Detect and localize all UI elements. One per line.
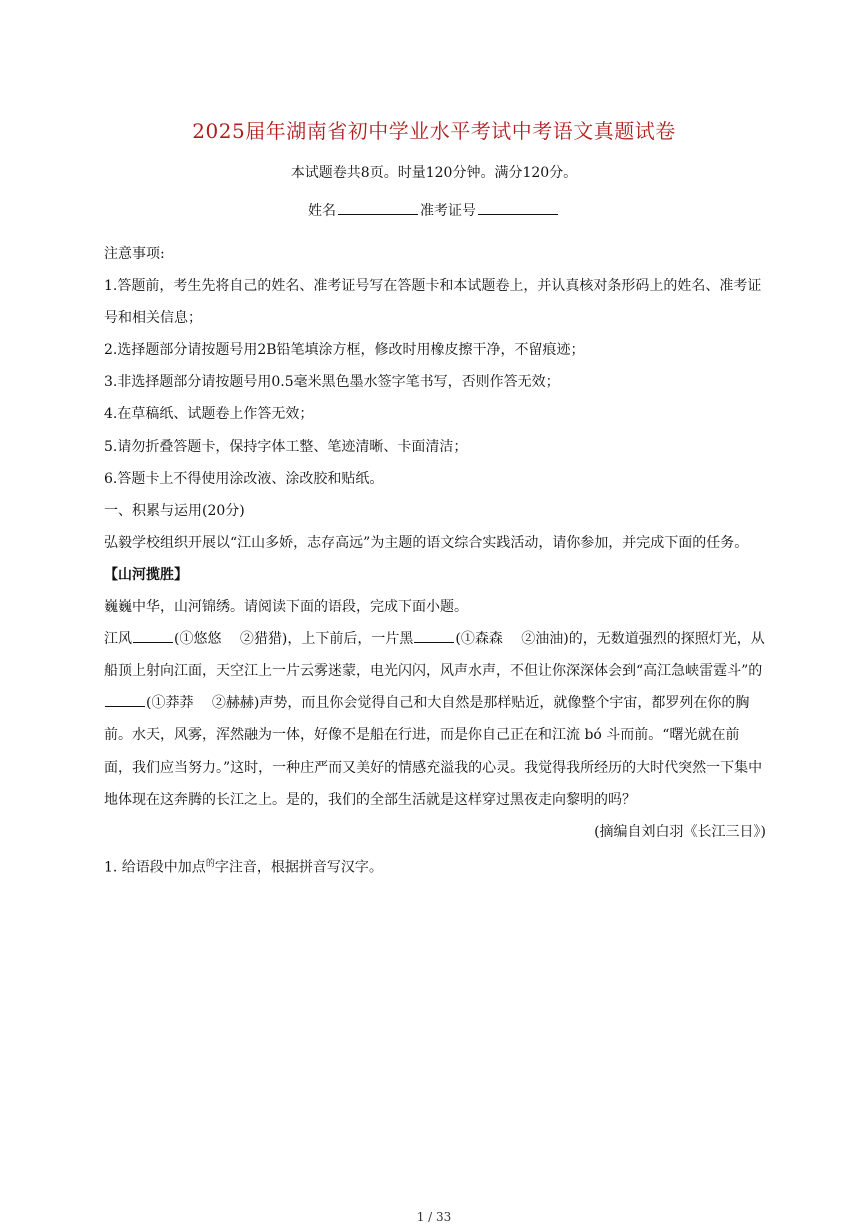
- name-blank: [338, 200, 418, 215]
- section-subheading: 【山河揽胜】: [104, 566, 188, 583]
- notes-heading: 注意事项:: [104, 246, 165, 262]
- section-intro: 弘毅学校组织开展以“江山多娇，志存高远”为主题的语文综合实践活动，请你参加，并完成下面的任务。: [104, 534, 749, 551]
- note-item: 1.答题前，考生先将自己的姓名、准考证号写在答题卡和本试题卷上，并认真核对条形码上的姓名、准考证号和相关信息；: [104, 278, 762, 327]
- reading-passage: 江风 (①悠悠 ②猎猎)，上下前后，一片黑 (①森森 ②油油)的，无数道强烈的探照灯光，从船顶上射向江面，天空江上一片云雾迷蒙，电光闪闪，风声水声，不但让你深深体会到“高江急峡雷霆斗”的(①莽莽 ②赫赫)声势，而且你会觉得自己和大自然是那样贴近，就像整个宇宙，都罗列在你的胸前。水天，风雾，浑然融为一体，好像不是船在行进，而是你自己正在和江流 bó 斗而前。“曙光就在前面，我们应当努力。”这时，一种庄严而又美好的情感充溢我的心灵。我觉得我所经历的大时代突然一下集中地体现在这奔腾的长江之上。是的，我们的全部生活就是这样穿过黑夜走向黎明的吗？: [104, 631, 765, 808]
- note-item: 2.选择题部分请按题号用2B铅笔填涂方框，修改时用橡皮擦干净，不留痕迹；: [104, 342, 585, 359]
- page-number: 1 / 33: [416, 1210, 452, 1224]
- note-item: 6.答题卡上不得使用涂改液、涂改胶和贴纸。: [104, 470, 384, 487]
- note-item: 3.非选择题部分请按题号用0.5毫米黑色墨水签字笔书写，否则作答无效；: [104, 374, 560, 391]
- note-item: 4.在草稿纸、试题卷上作答无效；: [104, 406, 314, 423]
- note-item: 5.请勿折叠答题卡，保持字体工整、笔迹清晰、卡面清洁；: [104, 438, 468, 455]
- dot-mark: 的: [205, 858, 215, 869]
- section-heading: 一、积累与运用(20分): [104, 502, 245, 519]
- page-title: 2025届年湖南省初中学业水平考试中考语文真题试卷: [192, 119, 676, 143]
- name-label: 姓名: [308, 203, 336, 219]
- answer-blank: [133, 630, 173, 643]
- question-1: 1. 给语段中加点$^的$字注音，根据拼音写汉字。: [104, 858, 383, 876]
- passage-lead: 巍巍中华，山河锦绣。请阅读下面的语段，完成下面小题。: [104, 599, 468, 616]
- candidate-info-row: [0, 200, 868, 220]
- answer-blank: [414, 630, 454, 643]
- exam-id-label: 准考证号: [420, 203, 476, 219]
- passage-source: (摘编自刘白羽《长江三日》): [594, 823, 766, 840]
- exam-id-blank: [478, 200, 558, 215]
- answer-blank: [105, 694, 145, 707]
- document-body: [104, 238, 766, 884]
- exam-info: 本试题卷共8页。时量120分钟。满分120分。: [290, 165, 578, 181]
